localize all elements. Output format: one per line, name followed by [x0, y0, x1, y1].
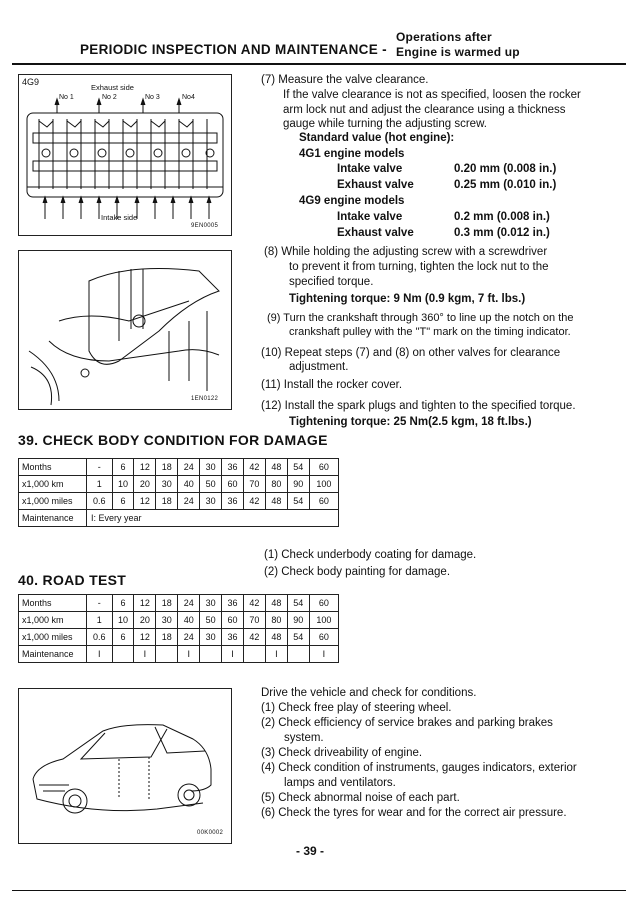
table-cell: 18 — [156, 629, 178, 646]
table-cell: 18 — [156, 459, 178, 476]
table-cell: 40 — [178, 612, 200, 629]
table-cell: 48 — [265, 595, 287, 612]
road-test-item4-line1: (4) Check condition of instruments, gauges indicators, exterior — [261, 762, 577, 774]
table-row — [19, 595, 339, 612]
table-cell: 90 — [287, 476, 309, 493]
table-cell: 42 — [243, 595, 265, 612]
road-test-item1: (1) Check free play of steering wheel. — [261, 702, 452, 714]
table-cell: I — [309, 646, 338, 663]
table-cell: 48 — [265, 493, 287, 510]
step12-torque: Tightening torque: 25 Nm(2.5 kgm, 18 ft.lbs.) — [289, 416, 532, 428]
section39-item1: (1) Check underbody coating for damage. — [264, 549, 477, 561]
step10-line2: adjustment. — [289, 361, 349, 373]
section40-title: 40. ROAD TEST — [18, 572, 127, 588]
cyl-label-2: No 2 — [102, 94, 117, 101]
g1-exhaust-label: Exhaust valve — [337, 179, 414, 191]
table-cell: 80 — [265, 476, 287, 493]
table-row — [19, 629, 339, 646]
table-cell: 30 — [156, 612, 178, 629]
table-cell: x1,000 miles — [19, 493, 87, 510]
header-line1: Operations after — [396, 30, 492, 44]
step9-line1: (9) Turn the crankshaft through 360° to line up the notch on the — [267, 312, 574, 324]
table-cell: I — [178, 646, 200, 663]
g9-intake-value: 0.2 mm (0.008 in.) — [454, 211, 550, 223]
table-cell: I — [222, 646, 244, 663]
page-number: - 39 - — [296, 844, 325, 858]
table-cell: 24 — [178, 493, 200, 510]
table-cell: 36 — [222, 629, 244, 646]
table-cell — [156, 646, 178, 663]
table-cell: - — [87, 459, 113, 476]
table-cell: 0.6 — [87, 629, 113, 646]
rocker-arm-drawing — [19, 75, 231, 235]
exhaust-side-label: Exhaust side — [91, 83, 134, 92]
table-cell: 36 — [222, 595, 244, 612]
step8-line2: to prevent it from turning, tighten the lock nut to the — [289, 261, 549, 273]
table-cell: Maintenance — [19, 646, 87, 663]
table-cell: 90 — [287, 612, 309, 629]
table-row — [19, 510, 339, 527]
valve-layout-figure — [18, 74, 232, 236]
g1-intake-label: Intake valve — [337, 163, 403, 175]
table-cell: I: Every year — [87, 510, 339, 527]
table-cell: 1 — [87, 612, 113, 629]
table-cell: 0.6 — [87, 493, 113, 510]
table-cell — [200, 646, 222, 663]
table-cell: 30 — [200, 595, 222, 612]
table-cell: 50 — [200, 476, 222, 493]
table-cell: 30 — [200, 493, 222, 510]
road-test-item6: (6) Check the tyres for wear and for the correct air pressure. — [261, 807, 567, 819]
table-cell: 10 — [112, 612, 134, 629]
figure3-code: 00K0002 — [197, 830, 224, 836]
table-cell: 40 — [178, 476, 200, 493]
table-cell: 10 — [112, 476, 134, 493]
table-row — [19, 493, 339, 510]
header-rule — [12, 63, 626, 65]
table-cell: 36 — [222, 459, 244, 476]
step8-line1: (8) While holding the adjusting screw with a screwdriver — [264, 246, 548, 258]
table-cell: 60 — [309, 595, 338, 612]
table-cell: 30 — [156, 476, 178, 493]
road-test-item4-line2: lamps and ventilators. — [284, 777, 396, 789]
figure1-code: 9EN0005 — [191, 223, 219, 229]
table-cell — [287, 646, 309, 663]
section39-item2: (2) Check body painting for damage. — [264, 566, 451, 578]
road-test-item5: (5) Check abnormal noise of each part. — [261, 792, 460, 804]
figure2-code: 1EN0122 — [191, 396, 219, 402]
intake-side-label: Intake side — [101, 213, 138, 222]
step9-line2: crankshaft pulley with the "T" mark on the timing indicator. — [289, 326, 571, 338]
car-figure — [18, 688, 232, 844]
table-cell: 6 — [112, 493, 134, 510]
table-row — [19, 459, 339, 476]
table-cell: 30 — [200, 459, 222, 476]
table-cell: Maintenance — [19, 510, 87, 527]
table-cell: 60 — [309, 629, 338, 646]
g9-models-heading: 4G9 engine models — [299, 195, 405, 207]
table-cell: 60 — [222, 612, 244, 629]
table-cell: 80 — [265, 612, 287, 629]
table-cell: 60 — [309, 459, 338, 476]
table-cell: 18 — [156, 493, 178, 510]
table-cell: 54 — [287, 629, 309, 646]
page-subtitle: Engine is warmed up — [396, 45, 520, 59]
step7-line3: arm lock nut and adjust the clearance using a thickness — [283, 104, 566, 116]
table-cell: 36 — [222, 493, 244, 510]
table-cell: x1,000 km — [19, 612, 87, 629]
cyl-label-1: No 1 — [59, 94, 74, 101]
step7-line2: If the valve clearance is not as specified, loosen the rocker — [283, 89, 581, 101]
table-cell: 24 — [178, 629, 200, 646]
table-cell: Months — [19, 459, 87, 476]
table-cell: 24 — [178, 459, 200, 476]
table-cell: - — [87, 595, 113, 612]
g9-intake-label: Intake valve — [337, 211, 403, 223]
table-row — [19, 476, 339, 493]
page-title: PERIODIC INSPECTION AND MAINTENANCE - — [80, 42, 387, 57]
table-row — [19, 612, 339, 629]
table-cell: 54 — [287, 595, 309, 612]
table-cell: 6 — [112, 629, 134, 646]
road-test-intro: Drive the vehicle and check for conditions. — [261, 687, 477, 699]
table-cell: 12 — [134, 629, 156, 646]
g1-models-heading: 4G1 engine models — [299, 148, 405, 160]
table-cell: 50 — [200, 612, 222, 629]
table-cell: 1 — [87, 476, 113, 493]
step7-line4: gauge while turning the adjusting screw. — [283, 118, 487, 130]
table-cell: 6 — [112, 595, 134, 612]
step11: (11) Install the rocker cover. — [261, 379, 403, 391]
adjusting-screw-figure — [18, 250, 232, 410]
adjusting-screw-drawing — [19, 251, 231, 409]
road-test-item3: (3) Check driveability of engine. — [261, 747, 423, 759]
section40-schedule-table — [18, 594, 339, 663]
table-cell: 42 — [243, 459, 265, 476]
figure-engine-label: 4G9 — [22, 77, 40, 87]
table-cell: x1,000 miles — [19, 629, 87, 646]
table-cell: 42 — [243, 493, 265, 510]
cyl-label-4: No4 — [182, 94, 195, 101]
step12: (12) Install the spark plugs and tighten to the specified torque. — [261, 400, 576, 412]
car-drawing — [19, 689, 231, 843]
table-cell: Months — [19, 595, 87, 612]
table-cell: 42 — [243, 629, 265, 646]
table-cell: 70 — [243, 476, 265, 493]
table-cell: 6 — [112, 459, 134, 476]
g1-intake-value: 0.20 mm (0.008 in.) — [454, 163, 557, 175]
table-cell: 100 — [309, 476, 338, 493]
step8-torque: Tightening torque: 9 Nm (0.9 kgm, 7 ft. lbs.) — [289, 293, 526, 305]
step10-line1: (10) Repeat steps (7) and (8) on other valves for clearance — [261, 347, 561, 359]
table-cell: 48 — [265, 629, 287, 646]
table-cell: I — [134, 646, 156, 663]
road-test-item2-line2: system. — [284, 732, 324, 744]
table-cell — [112, 646, 134, 663]
section39-title: 39. CHECK BODY CONDITION FOR DAMAGE — [18, 432, 328, 448]
table-cell: 60 — [222, 476, 244, 493]
table-cell: 20 — [134, 612, 156, 629]
table-cell: I — [87, 646, 113, 663]
section39-schedule-table — [18, 458, 339, 527]
step7-line1: (7) Measure the valve clearance. — [261, 74, 429, 86]
cyl-label-3: No 3 — [145, 94, 160, 101]
g9-exhaust-label: Exhaust valve — [337, 227, 414, 239]
table-cell: 30 — [200, 629, 222, 646]
table-cell: 12 — [134, 459, 156, 476]
table-cell: 54 — [287, 493, 309, 510]
table-cell: 20 — [134, 476, 156, 493]
table-cell: 60 — [309, 493, 338, 510]
g1-exhaust-value: 0.25 mm (0.010 in.) — [454, 179, 557, 191]
step8-line3: specified torque. — [289, 276, 374, 288]
table-cell: I — [265, 646, 287, 663]
table-cell: 48 — [265, 459, 287, 476]
table-cell: 12 — [134, 595, 156, 612]
table-cell: 12 — [134, 493, 156, 510]
table-cell: 70 — [243, 612, 265, 629]
g9-exhaust-value: 0.3 mm (0.012 in.) — [454, 227, 550, 239]
footer-rule — [12, 890, 626, 891]
table-cell: 54 — [287, 459, 309, 476]
table-cell: 100 — [309, 612, 338, 629]
road-test-item2-line1: (2) Check efficiency of service brakes and parking brakes — [261, 717, 553, 729]
table-cell — [243, 646, 265, 663]
table-cell: 24 — [178, 595, 200, 612]
table-cell: x1,000 km — [19, 476, 87, 493]
standard-value-heading: Standard value (hot engine): — [299, 132, 455, 144]
table-cell: 18 — [156, 595, 178, 612]
table-row — [19, 646, 339, 663]
